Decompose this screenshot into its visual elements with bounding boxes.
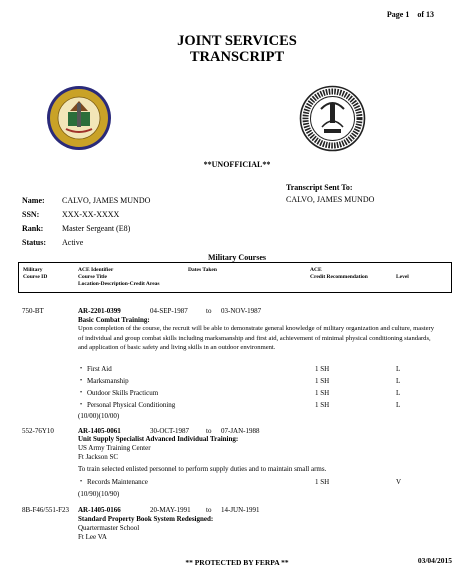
document-title-line1: JOINT SERVICES bbox=[177, 33, 297, 49]
page-indicator bbox=[381, 10, 434, 19]
course-title: Standard Property Book System Redesigned: bbox=[78, 515, 214, 523]
header-dates-taken: Dates Taken bbox=[188, 267, 217, 273]
ace-seal-image bbox=[299, 85, 366, 152]
header-military: Military bbox=[23, 267, 43, 273]
header-credit-recommendation: Credit Recommendation bbox=[310, 274, 368, 280]
start-date: 04-SEP-1987 bbox=[150, 307, 188, 315]
page-total: of 13 bbox=[417, 10, 434, 19]
skill-credit: 1 SH bbox=[315, 377, 330, 385]
student-status: Active bbox=[62, 238, 84, 247]
skill-credit: 1 SH bbox=[315, 365, 330, 373]
header-course-title: Course Title bbox=[78, 274, 107, 280]
skill-level: L bbox=[396, 389, 401, 397]
course-description: Upon completion of the course, the recruit will be able to demonstrate general knowledge of military organization and culture, mastery of individual and group combat skills including marksmanship and first aid, achievement of minimal physical conditioning standards, and application of basic safety and living skills in an outdoor environment. bbox=[78, 325, 435, 352]
bullet-icon: • bbox=[80, 390, 83, 396]
print-date: 03/04/2015 bbox=[417, 556, 452, 565]
name-label: Name: bbox=[22, 196, 45, 205]
end-date: 14-JUN-1991 bbox=[221, 506, 260, 514]
header-course-id: Course ID bbox=[23, 274, 48, 280]
bullet-icon: • bbox=[80, 402, 83, 408]
header-location: Location-Description-Credit Areas bbox=[78, 281, 160, 287]
skill-level: V bbox=[396, 478, 402, 486]
skill-credit: 1 SH bbox=[315, 401, 330, 409]
course-location-city: Ft Jackson SC bbox=[78, 453, 119, 461]
skill-name: Records Maintenance bbox=[87, 478, 148, 486]
skill-name: Outdoor Skills Practicum bbox=[87, 389, 159, 397]
bullet-icon: • bbox=[80, 366, 83, 372]
course-id: 750-BT bbox=[22, 307, 44, 315]
course-code: (10/90)(10/90) bbox=[78, 490, 120, 498]
bullet-icon: • bbox=[80, 479, 83, 485]
course-code: (10/00)(10/00) bbox=[78, 412, 120, 420]
skill-level: L bbox=[396, 365, 401, 373]
sent-to-name: CALVO, JAMES MUNDO bbox=[286, 195, 375, 204]
ace-identifier: AR-1405-0061 bbox=[78, 427, 121, 435]
course-description: To train selected enlisted personnel to perform supply duties and to maintain small arms. bbox=[78, 465, 327, 473]
header-ace: ACE bbox=[310, 267, 322, 273]
rank-label: Rank: bbox=[22, 224, 44, 233]
end-date: 03-NOV-1987 bbox=[221, 307, 262, 315]
sent-to-label: Transcript Sent To: bbox=[286, 183, 353, 192]
skill-name: Marksmanship bbox=[87, 377, 129, 385]
start-date: 30-OCT-1987 bbox=[150, 427, 190, 435]
student-ssn: XXX-XX-XXXX bbox=[62, 210, 120, 219]
skill-level: L bbox=[396, 377, 401, 385]
bullet-icon: • bbox=[80, 378, 83, 384]
date-to: to bbox=[206, 506, 212, 514]
page-number: Page 1 bbox=[386, 10, 410, 19]
end-date: 07-JAN-1988 bbox=[221, 427, 260, 435]
ace-identifier: AR-2201-0399 bbox=[78, 307, 121, 315]
header-level: Level bbox=[396, 274, 409, 280]
skill-name: Personal Physical Conditioning bbox=[87, 401, 176, 409]
table-header bbox=[18, 262, 452, 293]
ssn-label: SSN: bbox=[22, 210, 40, 219]
course-title: Unit Supply Specialist Advanced Individual Training: bbox=[78, 435, 239, 443]
section-title: Military Courses bbox=[208, 253, 266, 262]
course-id: 8B-F46/551-F23 bbox=[22, 506, 70, 514]
course-title: Basic Combat Training: bbox=[78, 316, 150, 324]
student-rank: Master Sergeant (E8) bbox=[62, 224, 131, 233]
unofficial-label: **UNOFFICIAL** bbox=[203, 160, 271, 169]
course-location: US Army Training Center bbox=[78, 444, 151, 452]
date-to: to bbox=[206, 427, 212, 435]
student-name: CALVO, JAMES MUNDO bbox=[62, 196, 151, 205]
skill-credit: 1 SH bbox=[315, 389, 330, 397]
ace-identifier: AR-1405-0166 bbox=[78, 506, 121, 514]
army-seal-image bbox=[46, 85, 112, 151]
course-id: 552-76Y10 bbox=[22, 427, 54, 435]
header-ace-identifier: ACE Identifier bbox=[78, 267, 114, 273]
document-title-line2: TRANSCRIPT bbox=[189, 49, 285, 65]
status-label: Status: bbox=[22, 238, 47, 247]
ferpa-notice: ** PROTECTED BY FERPA ** bbox=[185, 558, 289, 567]
skill-credit: 1 SH bbox=[315, 478, 330, 486]
course-location-city: Ft Lee VA bbox=[78, 533, 107, 541]
skill-level: L bbox=[396, 401, 401, 409]
skill-name: First Aid bbox=[87, 365, 112, 373]
date-to: to bbox=[206, 307, 212, 315]
course-location: Quartermaster School bbox=[78, 524, 140, 532]
start-date: 20-MAY-1991 bbox=[150, 506, 191, 514]
